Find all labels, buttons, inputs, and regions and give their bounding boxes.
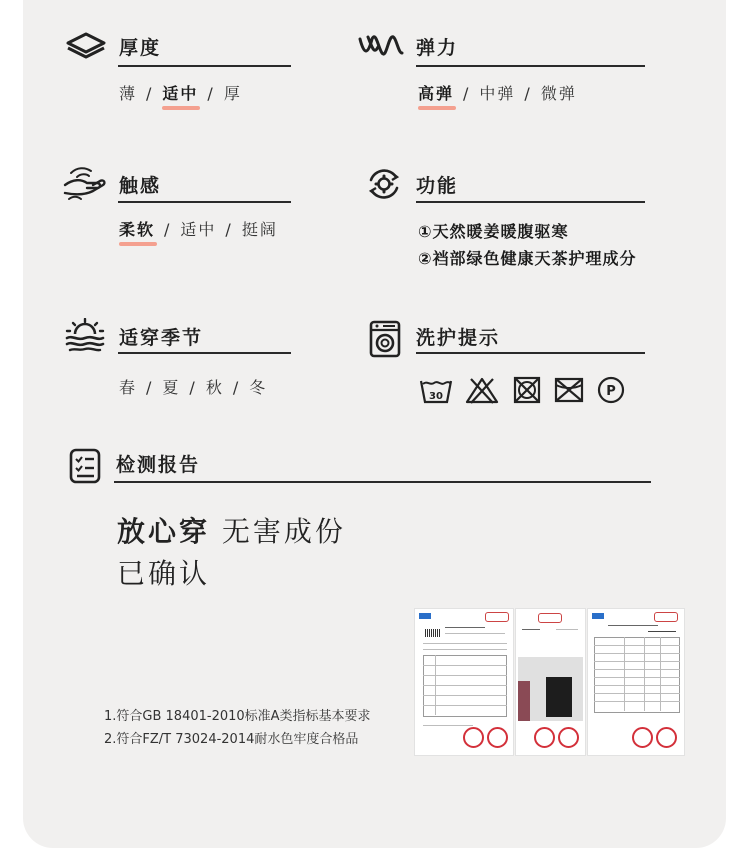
svg-text:P: P <box>606 384 616 399</box>
standards-list <box>104 705 371 751</box>
feel-divider <box>118 201 291 203</box>
function-divider <box>416 201 645 203</box>
option-high-stretch-selected: 高弹 <box>418 84 455 103</box>
headline-rest: 无害成份 <box>210 515 346 548</box>
season-winter: 冬 <box>249 378 268 397</box>
function-item-1: ①天然暖姜暖腹驱寒 <box>418 222 569 241</box>
option-moderate: 适中 <box>180 220 217 239</box>
no-tumble-dry-icon <box>513 376 541 408</box>
care-divider <box>416 352 645 354</box>
gear-cycle-icon <box>365 168 403 204</box>
season-spring: 春 <box>119 378 138 397</box>
dry-clean-p-icon <box>597 376 625 408</box>
season-summer: 夏 <box>162 378 181 397</box>
function-item-2: ②裆部绿色健康天茶护理成分 <box>418 249 637 268</box>
report-title: 检测报告 <box>116 454 201 476</box>
report-divider <box>114 481 651 483</box>
option-low-stretch: 微弹 <box>540 84 577 103</box>
feel-title: 触感 <box>119 175 162 197</box>
feel-options: 柔软 / 适中 / 挺阔 <box>119 220 278 239</box>
standard-item-1: 1.符合GB 18401-2010标准A类指标基本要求 <box>104 709 371 724</box>
option-crisp: 挺阔 <box>241 220 278 239</box>
thickness-options: 薄 / 适中 / 厚 <box>119 84 242 103</box>
season-title: 适穿季节 <box>119 327 204 349</box>
standard-item-2: 2.符合FZ/T 73024-2014耐水色牢度合格品 <box>104 732 359 747</box>
season-divider <box>118 352 291 354</box>
elasticity-options: 高弹 / 中弹 / 微弹 <box>418 84 577 103</box>
care-title: 洗护提示 <box>416 327 501 349</box>
report-headline-line1 <box>117 510 346 550</box>
thickness-divider <box>118 65 291 67</box>
season-options: 春 / 夏 / 秋 / 冬 <box>119 378 268 397</box>
report-headline-line2: 已确认 <box>117 557 211 590</box>
elasticity-divider <box>416 65 645 67</box>
svg-text:30: 30 <box>429 391 443 402</box>
option-mid-stretch: 中弹 <box>479 84 516 103</box>
sunset-icon <box>64 318 106 356</box>
report-page-3 <box>587 608 685 756</box>
checklist-icon <box>69 448 101 488</box>
elasticity-title: 弹力 <box>416 37 459 59</box>
layers-icon <box>65 31 107 65</box>
test-report-images <box>414 608 683 754</box>
option-thin: 薄 <box>119 84 138 103</box>
hand-touch-icon <box>63 165 107 205</box>
no-bleach-icon <box>465 376 499 408</box>
washing-machine-icon <box>369 320 401 362</box>
thickness-title: 厚度 <box>119 37 162 59</box>
stretch-icon <box>358 33 406 63</box>
option-thick: 厚 <box>223 84 242 103</box>
option-medium-selected: 适中 <box>162 84 199 103</box>
headline-bold: 放心穿 <box>117 515 211 548</box>
report-page-1 <box>414 608 514 756</box>
function-title: 功能 <box>416 175 459 197</box>
option-soft-selected: 柔软 <box>119 220 156 239</box>
wash-30-icon <box>419 376 453 408</box>
no-tumble-dry-alt-icon <box>554 376 584 408</box>
season-autumn: 秋 <box>205 378 224 397</box>
report-page-2 <box>515 608 586 756</box>
